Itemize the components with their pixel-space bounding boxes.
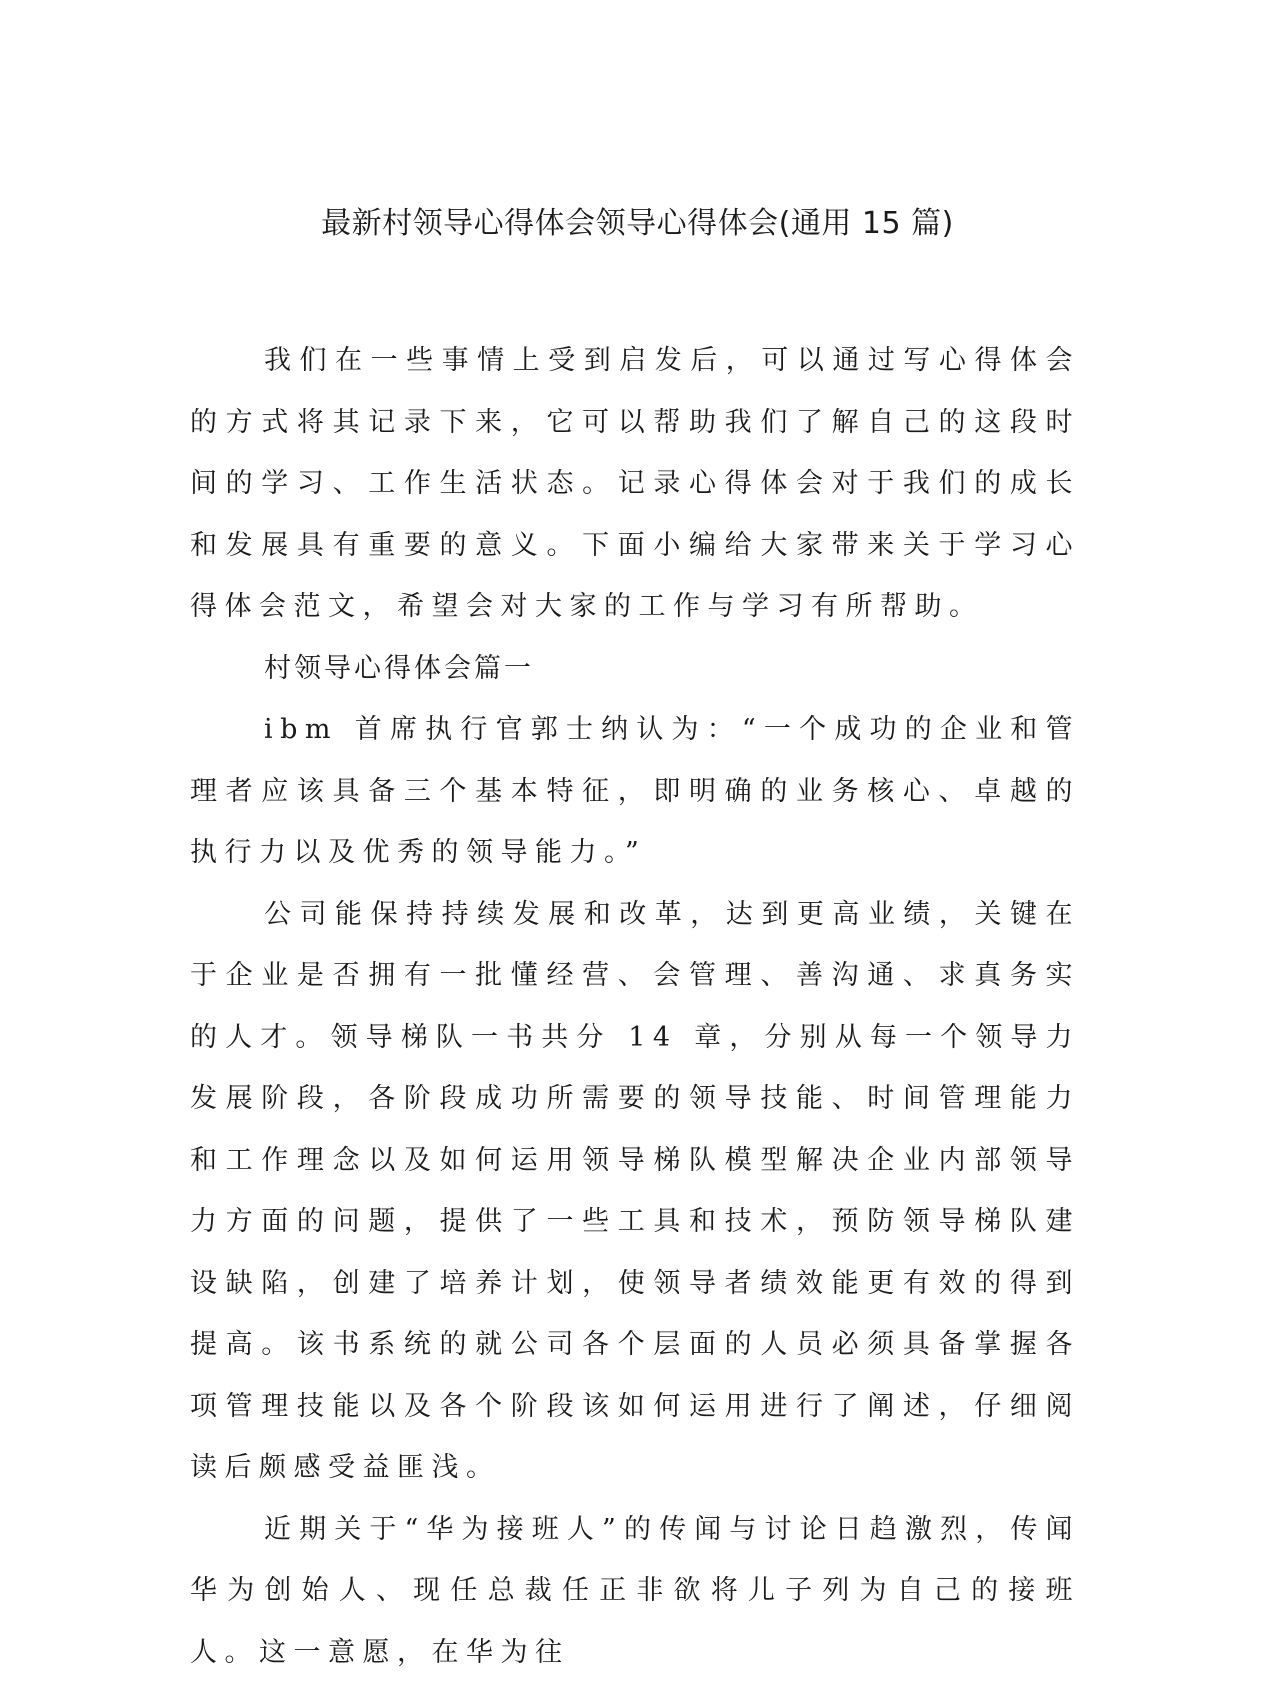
document-body	[190, 330, 1080, 1683]
body-paragraph-book: 公司能保持持续发展和改革，达到更高业绩，关键在于企业是否拥有一批懂经营、会管理、善沟通、求真务实的人才。领导梯队一书共分 14 章，分别从每一个领导力发展阶段，各阶段成功所需要的领导技能、时间管理能力和工作理念以及如何运用领导梯队模型解决企业内部领导力方面的问题，提供了一些工具和技术，预防领导梯队建设缺陷，创建了培养计划，使领导者绩效能更有效的得到提高。该书系统的就公司各个层面的人员必须具备掌握各项管理技能以及各个阶段该如何运用进行了阐述，仔细阅读后颇感受益匪浅。	[190, 884, 1080, 1499]
body-paragraph-huawei: 近期关于“华为接班人”的传闻与讨论日趋激烈，传闻华为创始人、现任总裁任正非欲将儿子列为自己的接班人。这一意愿，在华为往	[190, 1499, 1080, 1683]
intro-paragraph: 我们在一些事情上受到启发后，可以通过写心得体会的方式将其记录下来，它可以帮助我们了解自己的这段时间的学习、工作生活状态。记录心得体会对于我们的成长和发展具有重要的意义。下面小编给大家带来关于学习心得体会范文，希望会对大家的工作与学习有所帮助。	[190, 330, 1080, 638]
section-heading: 村领导心得体会篇一	[190, 638, 1080, 700]
body-paragraph-quote: ibm 首席执行官郭士纳认为：“一个成功的企业和管理者应该具备三个基本特征，即明确的业务核心、卓越的执行力以及优秀的领导能力。”	[190, 699, 1080, 884]
document-title: 最新村领导心得体会领导心得体会(通用 15 篇)	[0, 204, 1275, 244]
